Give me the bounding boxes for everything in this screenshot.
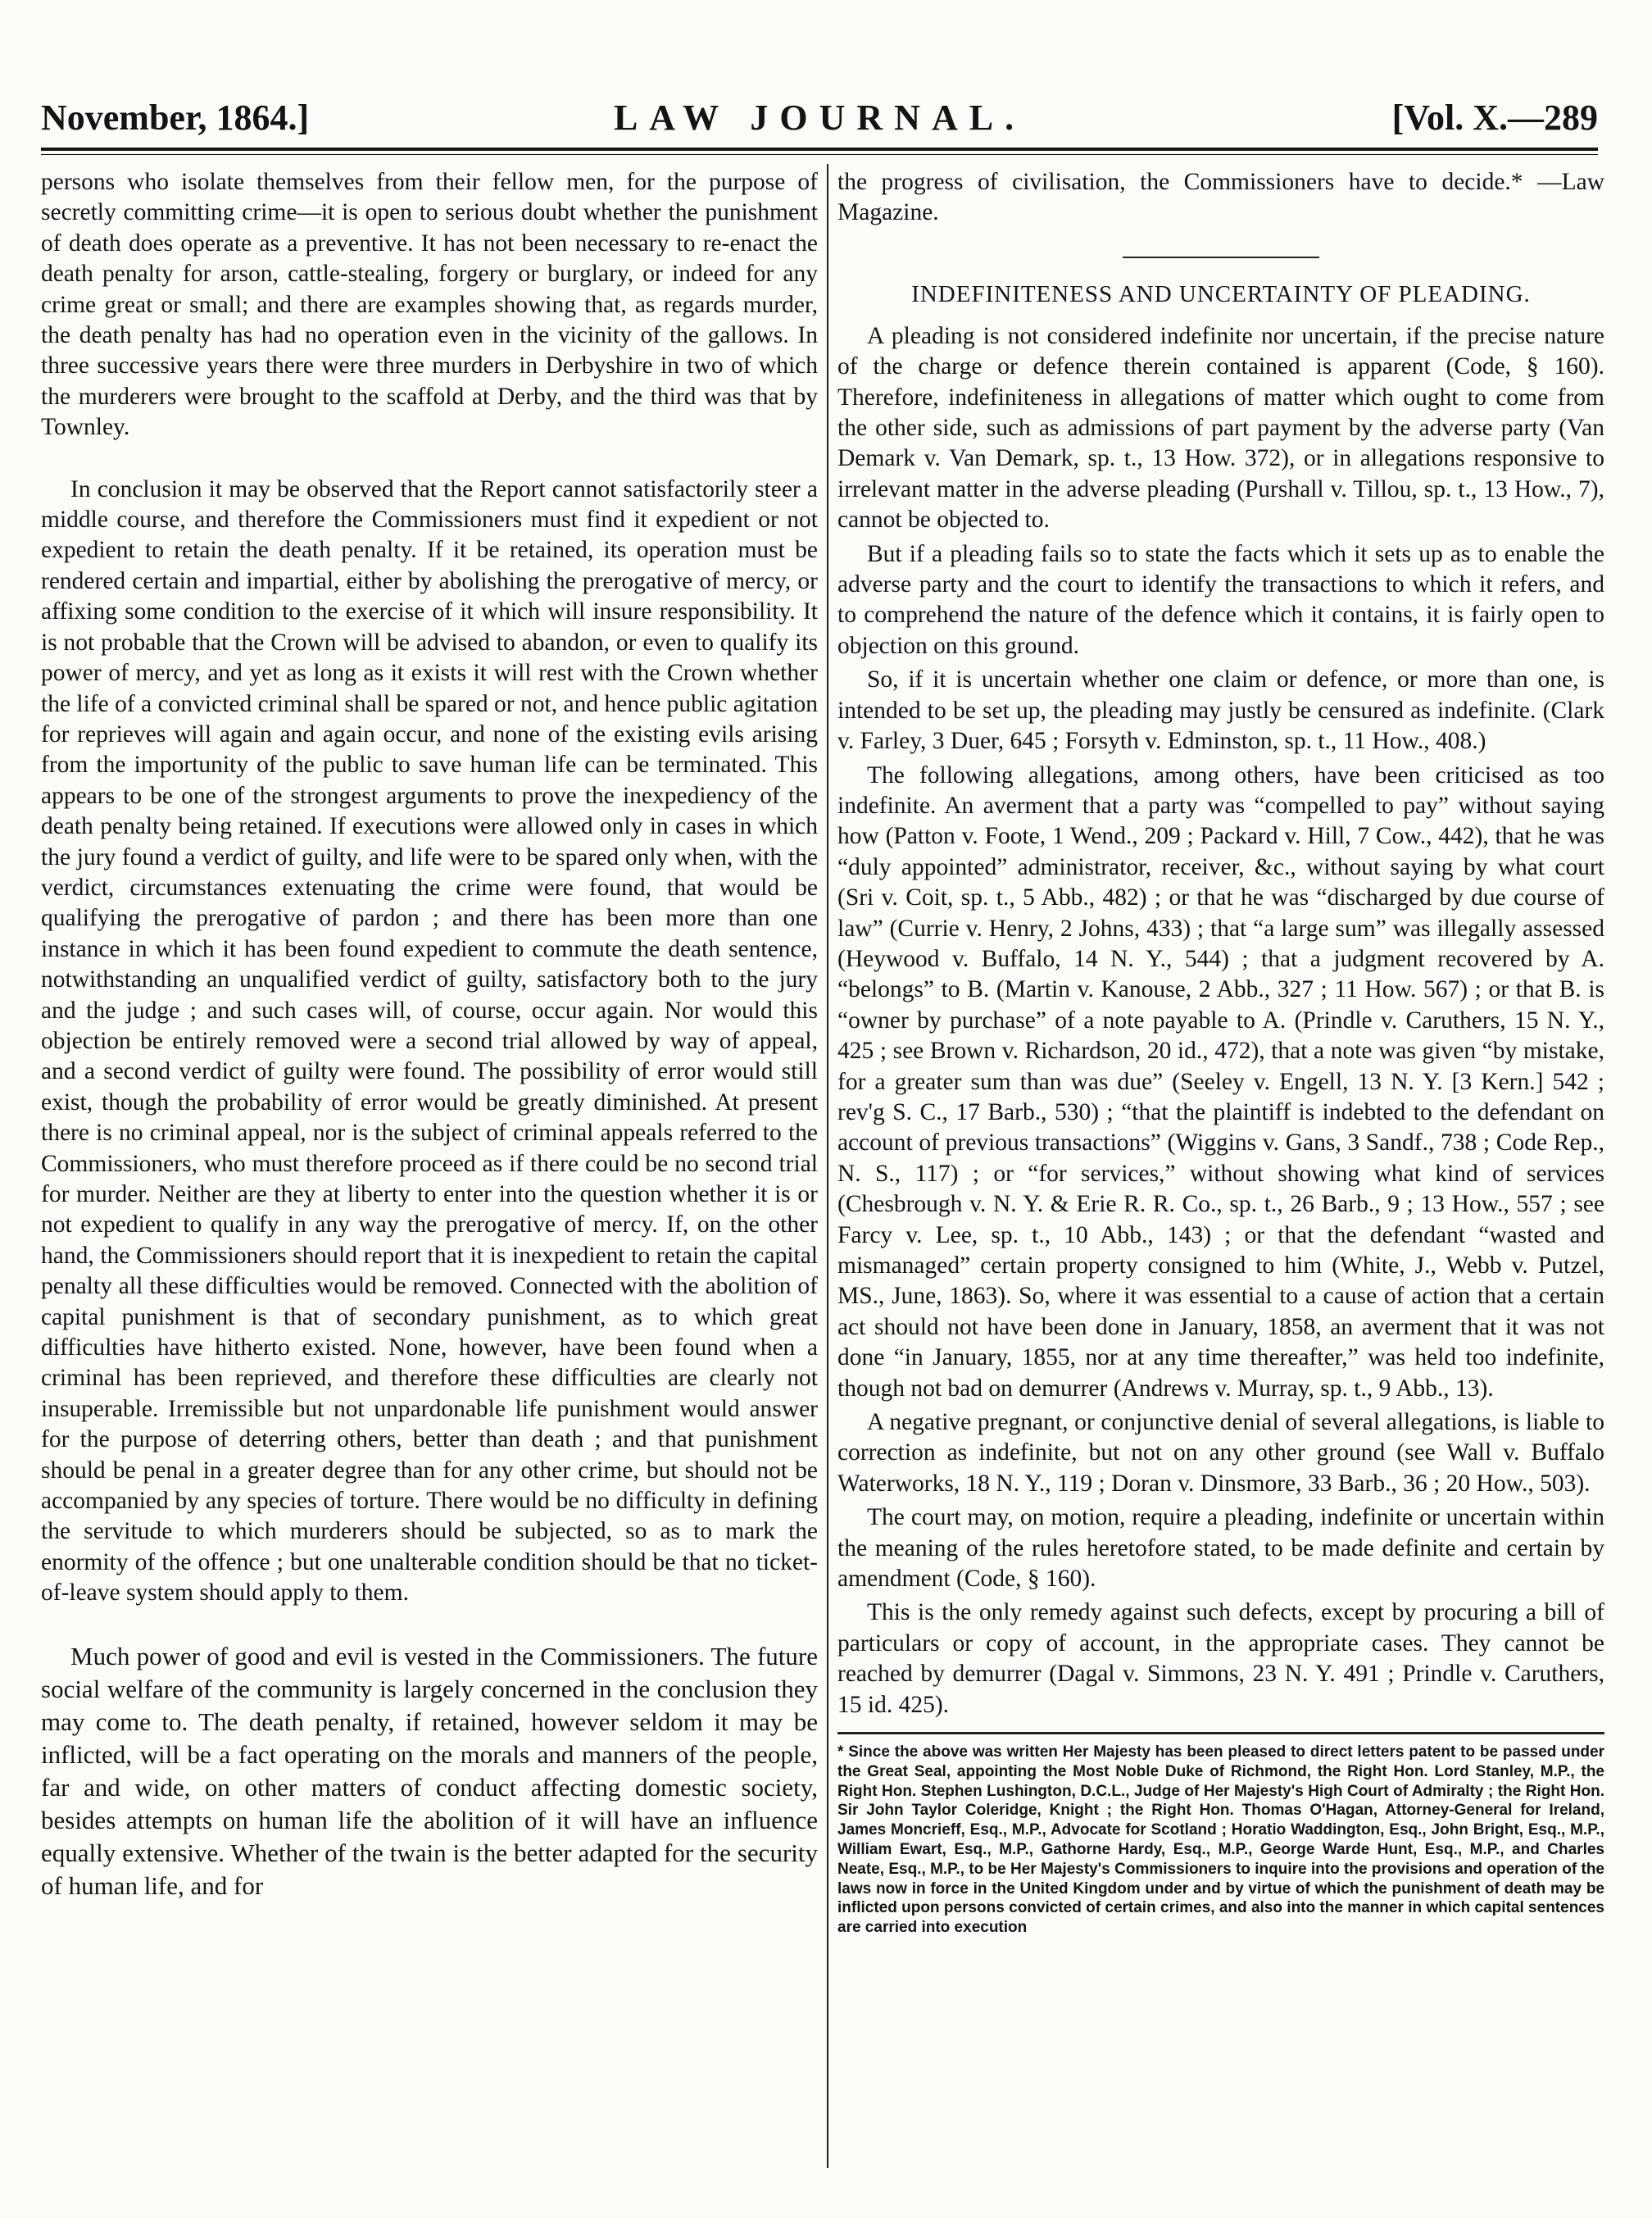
- section-separator-rule: [1123, 257, 1319, 258]
- right-paragraph-4: The following allegations, among others, have been criticised as too indefinite. An averment that a party was “compelled to pay” without saying how (Patton v. Foote, 1 Wend., 209 ; Packard v. Hill, 7 Cow., 442), that he was “duly appointed” administrator, receiver, &c., without saying by what court (Sri v. Coit, sp. t., 5 Abb., 482) ; or that he was “discharged by due course of law” (Currie v. Henry, 2 Johns, 433) ; that “a large sum” was illegally assessed (Heywood v. Buffalo, 14 N. Y., 544) ; that a judgment recovered by A. “belongs” to B. (Martin v. Kanouse, 2 Abb., 327 ; 11 How. 567) ; or that B. is “owner by purchase” of a note payable to A. (Prindle v. Caruthers, 15 N. Y., 425 ; see Brown v. Richardson, 20 id., 472), that a note was given “by mistake, for a greater sum than was due” (Seeley v. Engell, 13 N. Y. [3 Kern.] 542 ; rev'g S. C., 17 Barb., 530) ; “that the plaintiff is indebted to the defendant on account of previous transactions” (Wiggins v. Gans, 3 Sandf., 738 ; Code Rep., N. S., 117) ; or “for services,” without showing what kind of services (Chesbrough v. N. Y. & Erie R. R. Co., sp. t., 26 Barb., 9 ; 13 How., 557 ; see Farcy v. Lee, sp. t., 10 Abb., 143) ; or that the defendant “wasted and mismanaged” certain property consigned to him (White, J., Webb v. Putzel, MS., June, 1863). So, where it was essential to a cause of action that a certain act should not have been done in January, 1858, an averment that it was not done “in January, 1855, nor at any time thereafter,” was held too indefinite, though not bad on demurrer (Andrews v. Murray, sp. t., 9 Abb., 13).: [837, 761, 1604, 1402]
- right-paragraph-1: A pleading is not considered indefinite nor uncertain, if the precise nature of the charge or defence therein contained is apparent (Code, § 160). Therefore, indefiniteness in allegations of matter which ought to come from the other side, such as admissions of part payment by the adverse party (Van Demark v. Van Demark, sp. t., 13 How. 372), or in allegations responsive to irrelevant matter in the adverse pleading (Purshall v. Tillou, sp. t., 13 How., 7), cannot be objected to.: [837, 322, 1604, 534]
- right-paragraph-5: A negative pregnant, or conjunctive denial of several allegations, is liable to correction as indefinite, but not on any other ground (see Wall v. Buffalo Waterworks, 18 N. Y., 119 ; Doran v. Dinsmore, 33 Barb., 36 ; 20 How., 503).: [837, 1409, 1604, 1497]
- left-paragraph-3: Much power of good and evil is vested in the Commissioners. The future social welfare of the community is largely concerned in the conclusion they may come to. The death penalty, if retained, however seldom it may be inflicted, will be a fact operating on the morals and manners of the people, far and wide, on other matters of conduct affecting domestic society, besides attempts on human life the abolition of it will have an influence equally extensive. Whether of the twain is the better adapted for the security of human life, and for: [41, 1641, 818, 1900]
- left-column: [41, 167, 818, 1902]
- header-journal-title: LAW JOURNAL.: [613, 98, 1026, 138]
- footnote: * Since the above was written Her Majesty has been pleased to direct letters patent to be passed under the Great Seal, appointing the Most Noble Duke of Richmond, the Right Hon. Lord Stanley, M.P., the Right Hon. Stephen Lushington, D.C.L., Judge of Her Majesty's High Court of Admiralty ; the Right Hon. Sir John Taylor Coleridge, Knight ; the Right Hon. Thomas O'Hagan, Attorney-General for Ireland, James Moncrieff, Esq., M.P., Advocate for Scotland ; Horatio Waddington, Esq., John Bright, Esq., M.P., William Ewart, Esq., M.P., Gathorne Hardy, Esq., M.P., George Warde Hunt, Esq., M.P., and Charles Neate, Esq., M.P., to be Her Majesty's Commissioners to inquire into the provisions and operation of the laws now in force in the United Kingdom under and by virtue of which the punishment of death may be inflicted upon persons convicted of certain crimes, and also into the manner in which capital sentences are carried into execution: [837, 1743, 1604, 1937]
- right-paragraph-7: This is the only remedy against such defects, except by procuring a bill of particulars or copy of account, in the appropriate cases. They cannot be reached by demurrer (Dagal v. Simmons, 23 N. Y. 491 ; Prindle v. Caruthers, 15 id. 425).: [837, 1599, 1604, 1718]
- right-paragraph-2: But if a pleading fails so to state the facts which it sets up as to enable the adverse party and the court to identify the transactions to which it refers, and to comprehend the nature of the defence which it contains, it is fairly open to objection on this ground.: [837, 540, 1604, 659]
- header-rule-thin: [41, 154, 1598, 155]
- header-rule-thick: [41, 148, 1598, 151]
- column-divider: [827, 164, 828, 2168]
- running-header: [41, 97, 1598, 143]
- left-paragraph-2: In conclusion it may be observed that the Report cannot satisfactorily steer a middle course, and therefore the Commissioners must find it expedient or not expedient to retain the death penalty. If it be retained, its operation must be rendered certain and impartial, either by abolishing the prerogative of mercy, or affixing some condition to the exercise of it which will insure responsibility. It is not probable that the Crown will be advised to abandon, or even to qualify its power of mercy, and yet as long as it exists it will rest with the Crown whether the life of a convicted criminal shall be spared or not, and hence public agitation for reprieves will again and again occur, and none of the existing evils arising from the importunity of the public to save human life can be terminated. This appears to be one of the strongest arguments to prove the inexpediency of the death penalty being retained. If executions were allowed only in cases in which the jury found a verdict of guilty, and life were to be spared only when, with the verdict, circumstances extenuating the crime were found, that would be qualifying the prerogative of pardon ; and there has been more than one instance in which it has been found expedient to commute the death sentence, notwithstanding an unqualified verdict of guilty, satisfactory both to the jury and the judge ; and such cases will, of course, occur again. Nor would this objection be entirely removed were a second trial allowed by way of appeal, and a second verdict of guilty were found. The possibility of error would still exist, though the probability of error would be greatly diminished. At present there is no criminal appeal, nor is the subject of criminal appeals referred to the Commissioners, who must therefore proceed as if there could be no second trial for murder. Neither are they at liberty to enter into the question whether it is or not expedient to qualify in any way the prerogative of mercy. If, on the other hand, the Commissioners should report that it is inexpedient to retain the capital penalty all these difficulties would be removed. Connected with the abolition of capital punishment is that of secondary punishment, as to which great difficulties have hitherto existed. None, however, have been found when a criminal has been reprieved, and therefore these difficulties are clearly not insuperable. Irremissible but not unpardonable life punishment would answer for the purpose of deterring others, better than death ; and that punishment should be penal in a greater degree than for any other crime, but should not be accompanied by any species of torture. There would be no difficulty in defining the servitude to which murderers should be subjected, so as to mark the enormity of the offence ; but one unalterable condition should be that no ticket-of-leave system should apply to them.: [41, 475, 818, 1607]
- right-paragraph-6: The court may, on motion, require a pleading, indefinite or uncertain within the meaning of the rules heretofore stated, to be made definite and certain by amendment (Code, § 160).: [837, 1504, 1604, 1593]
- header-volume-page: [Vol. X.—289: [1391, 98, 1598, 138]
- header-date: November, 1864.]: [41, 98, 310, 138]
- right-continuation: the progress of civilisation, the Commissioners have to decide.* —Law Magazine.: [837, 169, 1604, 226]
- article-heading: INDEFINITENESS AND UNCERTAINTY OF PLEADING.: [911, 280, 1531, 307]
- right-paragraph-3: So, if it is uncertain whether one claim or defence, or more than one, is intended to be set up, the pleading may justly be censured as indefinite. (Clark v. Farley, 3 Duer, 645 ; Forsyth v. Edminston, sp. t., 11 How., 408.): [837, 666, 1604, 755]
- left-paragraph-1: persons who isolate themselves from their fellow men, for the purpose of secretly committing crime—it is open to serious doubt whether the punishment of death does operate as a preventive. It has not been necessary to re-enact the death penalty for arson, cattle-stealing, forgery or burglary, or indeed for any crime great or small; and there are examples showing that, as regards murder, the death penalty has had no operation even in the vicinity of the gallows. In three successive years there were three murders in Derbyshire in two of which the murderers were brought to the scaffold at Derby, and the third was that by Townley.: [41, 169, 818, 441]
- right-column: [837, 167, 1604, 1938]
- footnote-rule: [837, 1732, 1604, 1734]
